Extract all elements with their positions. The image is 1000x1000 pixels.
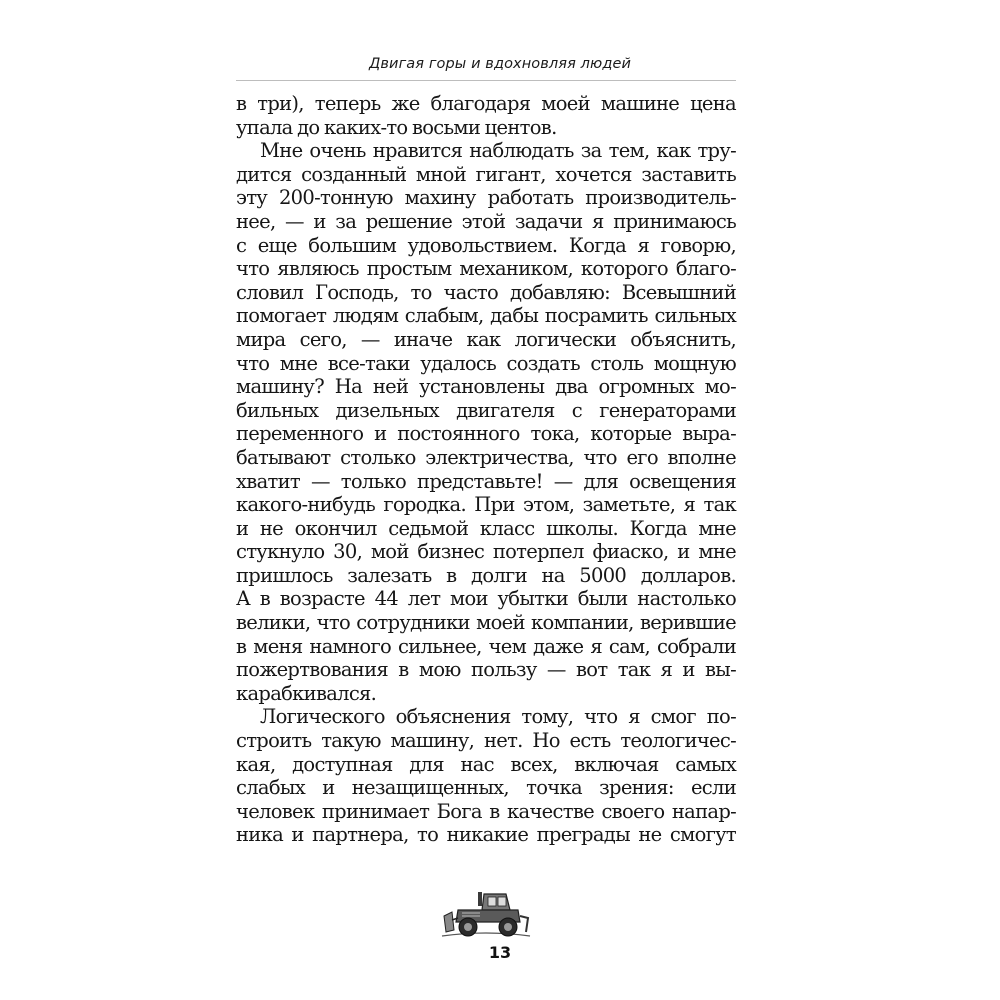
text-line: что являюсь простым механиком, которого благо- <box>236 257 736 281</box>
text-line: карабкивался. <box>236 681 377 705</box>
running-head: Двигая горы и вдохновляя людей <box>368 56 631 72</box>
text-line: слабых и незащищенных, точка зрения: если <box>236 776 736 800</box>
text-line: пожертвования в мою пользу — вот так я и вы- <box>236 658 736 682</box>
tractor-icon <box>440 886 532 940</box>
text-line: нее, — и за решение этой задачи я принимаюсь <box>236 209 736 233</box>
text-line: ника и партнера, то никакие преграды не смогут <box>236 823 736 847</box>
text-line: словил Господь, то часто добавляю: Всевышний <box>236 280 736 304</box>
text-line: мира сего, — иначе как логически объяснить, <box>236 327 736 351</box>
text-line: какого-нибудь городка. При этом, заметьте, я так <box>236 493 736 517</box>
paragraph-2 <box>236 139 736 705</box>
text-line: Логического объяснения тому, что я смог по- <box>260 705 736 729</box>
page-number: 13 <box>488 943 512 962</box>
text-line: эту 200-тонную махину работать производитель- <box>236 186 736 210</box>
header-rule <box>236 80 736 81</box>
text-line: упала до каких-то восьми центов. <box>236 115 557 139</box>
text-line: бильных дизельных двигателя с генераторами <box>236 398 736 422</box>
text-line: в три), теперь же благодаря моей машине цена <box>236 92 736 115</box>
paragraph-3 <box>236 705 736 847</box>
text-line: и не окончил седьмой класс школы. Когда мне <box>236 516 736 540</box>
text-line: пришлось залезать в долги на 5000 долларов. <box>236 563 736 587</box>
text-line: переменного и постоянного тока, которые выра- <box>236 422 736 446</box>
text-line: велики, что сотрудники моей компании, верившие <box>236 611 736 635</box>
text-line: хватит — только представьте! — для освещения <box>236 469 736 493</box>
text-line: батывают столько электричества, что его вполне <box>236 445 736 469</box>
text-line: что мне все-таки удалось создать столь мощную <box>236 351 736 375</box>
body-text <box>236 92 736 847</box>
text-line: кая, доступная для нас всех, включая самых <box>236 752 736 776</box>
text-line: помогает людям слабым, дабы посрамить сильных <box>236 304 736 328</box>
text-line: в меня намного сильнее, чем даже я сам, собрали <box>236 634 736 658</box>
text-line: машину? На ней установлены два огромных мо- <box>236 375 736 399</box>
paragraph-1 <box>236 92 736 139</box>
text-line: человек принимает Бога в качестве своего напар- <box>236 799 736 823</box>
text-line: с еще большим удовольствием. Когда я говорю, <box>236 233 736 257</box>
text-line: Мне очень нравится наблюдать за тем, как тру- <box>260 139 736 163</box>
text-line: строить такую машину, нет. Но есть теологичес- <box>236 729 736 753</box>
text-line: дится созданный мной гигант, хочется заставить <box>236 162 736 186</box>
text-line: А в возрасте 44 лет мои убытки были настолько <box>236 587 736 611</box>
text-line: стукнуло 30, мой бизнес потерпел фиаско, и мне <box>236 540 736 564</box>
